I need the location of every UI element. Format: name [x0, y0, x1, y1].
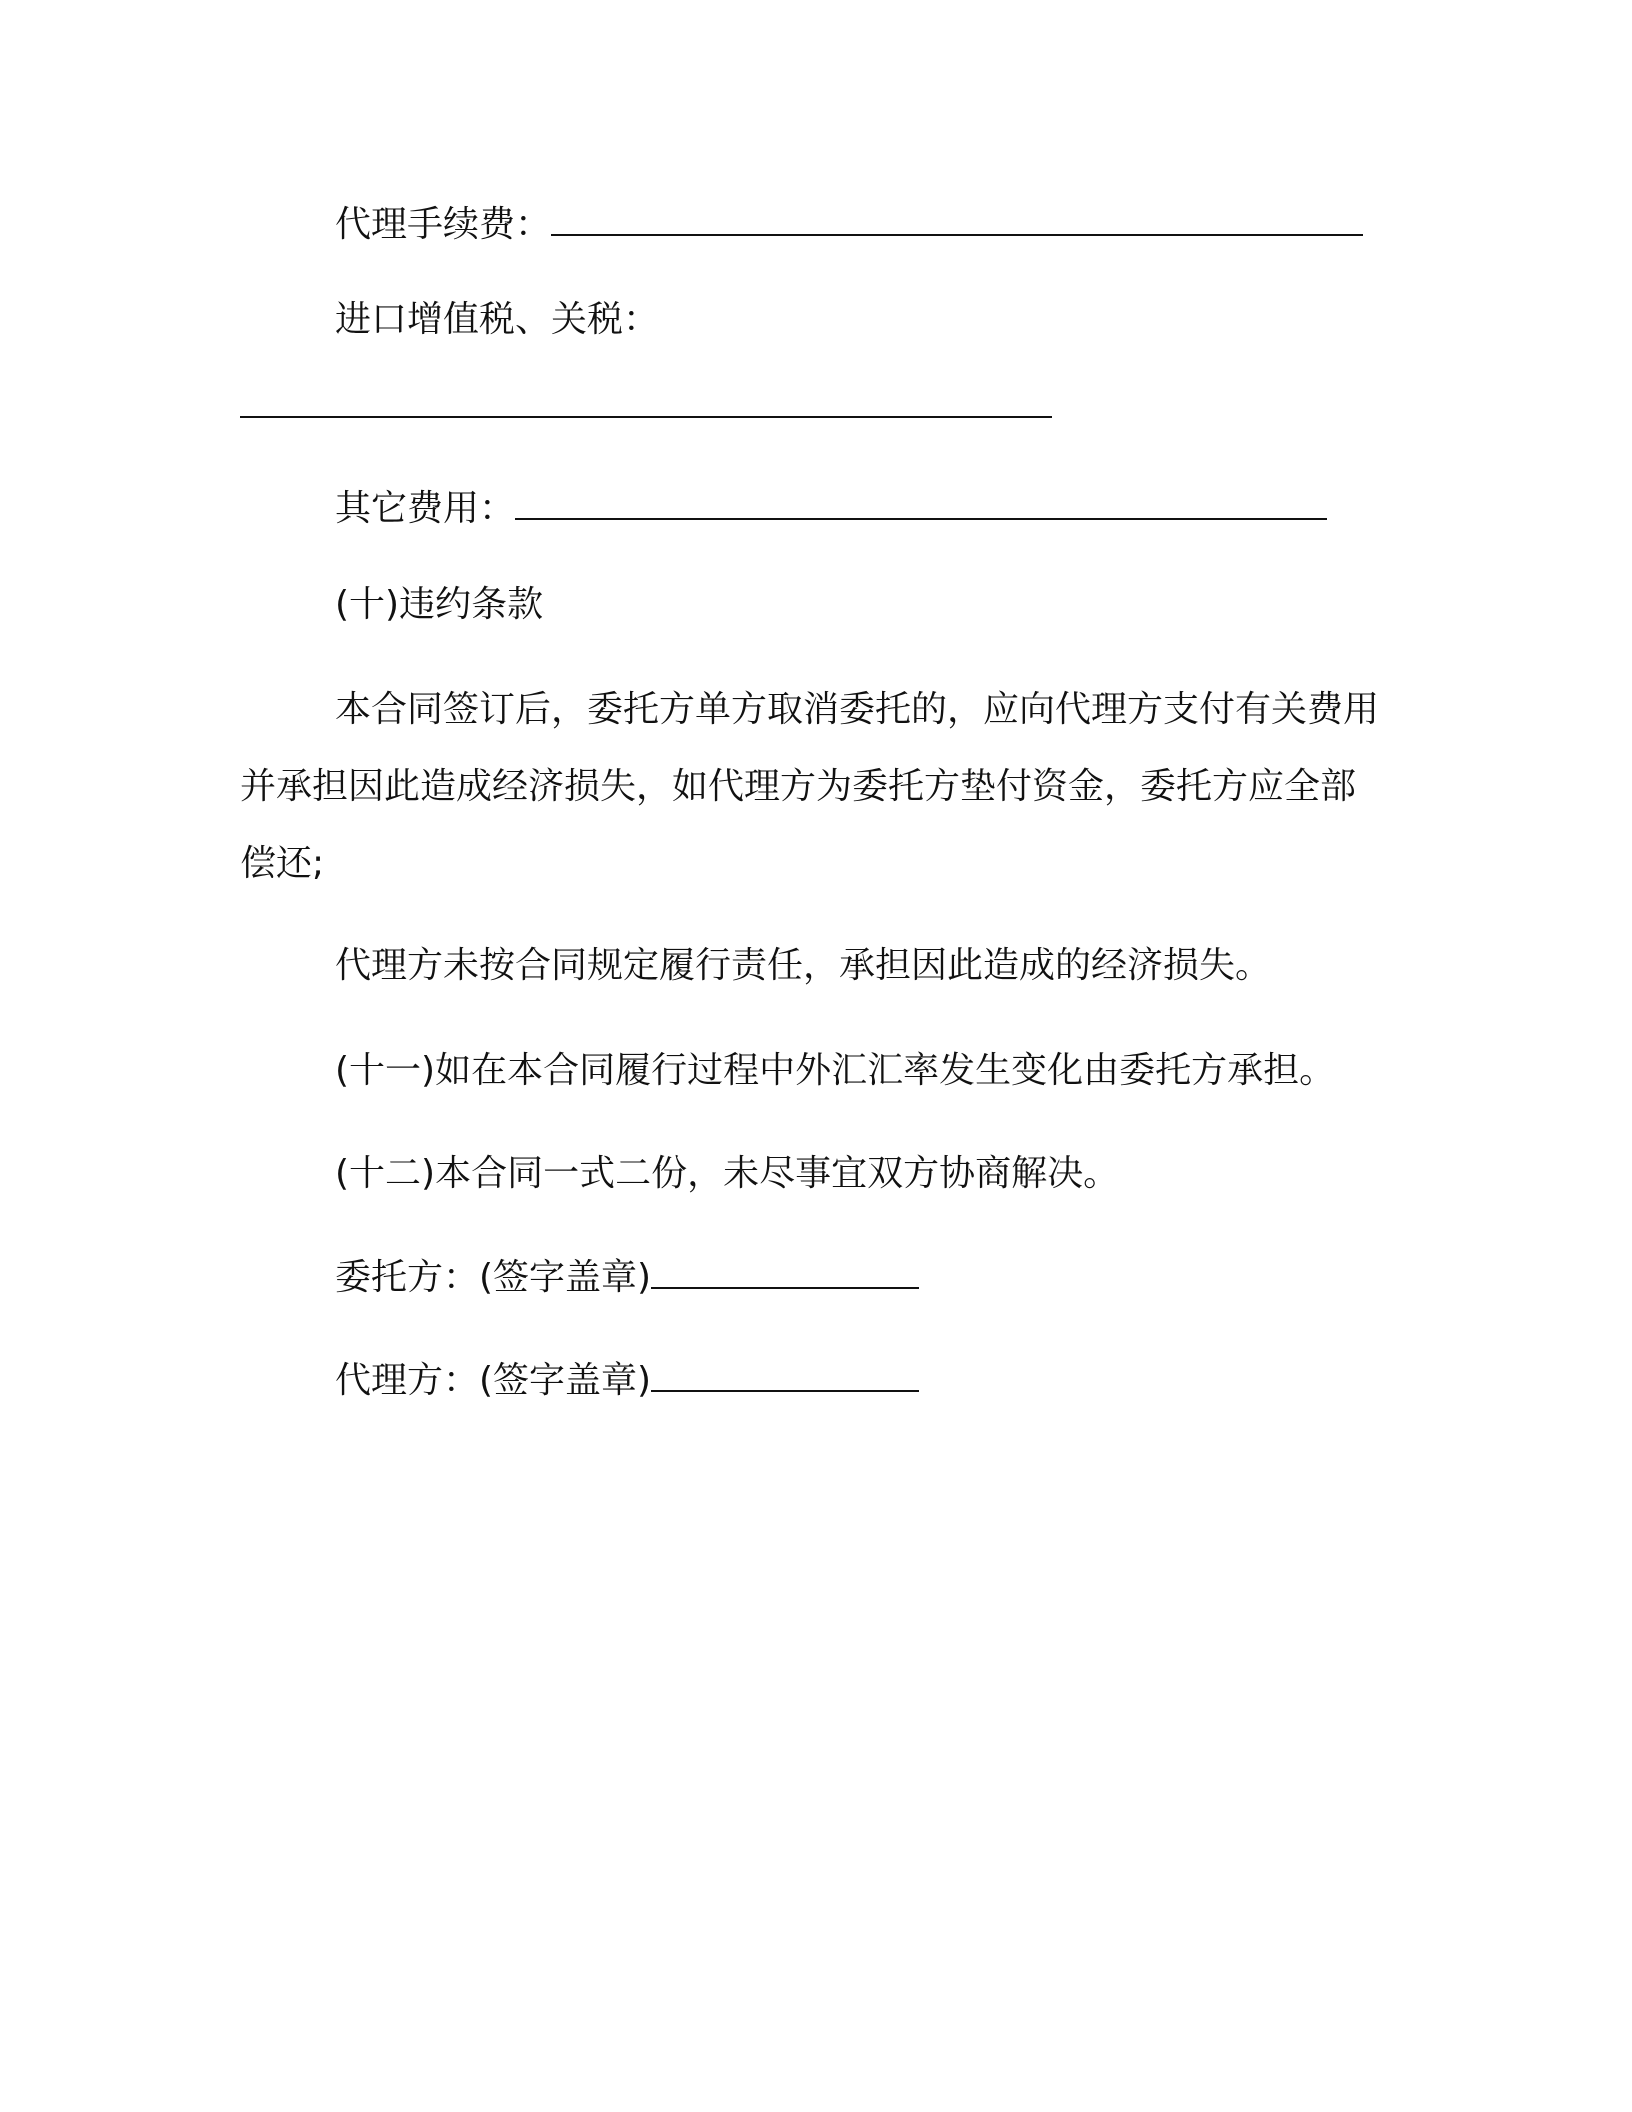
section-11: (十一)如在本合同履行过程中外汇汇率发生变化由委托方承担。 [335, 1050, 1336, 1091]
tax-label: 进口增值税、关税： [335, 299, 660, 340]
other-fee-blank [515, 484, 1327, 520]
client-signature-label: 委托方：(签字盖章) [335, 1257, 652, 1298]
breach-paragraph: 代理方未按合同规定履行责任，承担因此造成的经济损失。 [335, 945, 1272, 986]
other-fee-label: 其它费用： [335, 488, 516, 529]
section-10-title: (十)违约条款 [335, 584, 544, 625]
client-signature-line [240, 1253, 1475, 1302]
agency-fee-label: 代理手续费： [335, 204, 552, 245]
tax-blank [240, 416, 1052, 418]
client-signature-blank [651, 1253, 919, 1289]
agency-fee-blank [551, 200, 1363, 236]
tax-line [240, 296, 1475, 344]
other-fee-line [240, 484, 1475, 533]
agent-signature-line [240, 1356, 1475, 1405]
agent-signature-blank [651, 1356, 919, 1392]
agent-signature-label: 代理方：(签字盖章) [335, 1360, 652, 1401]
cancel-paragraph: 本合同签订后，委托方单方取消委托的，应向代理方支付有关费用并承担因此造成经济损失，如代理方为委托方垫付资金，委托方应全部偿还; [240, 689, 1380, 884]
agency-fee-line [240, 200, 1475, 249]
section-12: (十二)本合同一式二份，未尽事宜双方协商解决。 [335, 1153, 1120, 1194]
